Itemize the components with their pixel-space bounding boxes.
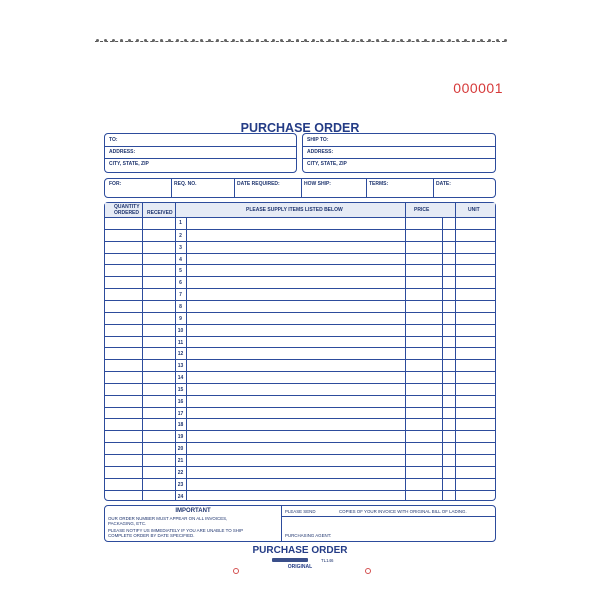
city-state-zip-label: CITY, STATE, ZIP <box>109 161 149 167</box>
row-number: 15 <box>177 386 184 393</box>
perforation-dot <box>496 39 499 42</box>
perforation-dot <box>160 39 163 42</box>
row-number: 17 <box>177 410 184 417</box>
perforation-dot <box>112 39 115 42</box>
row-number: 24 <box>177 493 184 500</box>
perforation-dot <box>336 39 339 42</box>
perforation-dot <box>488 39 491 42</box>
perforation-dot <box>240 39 243 42</box>
perforation-dot <box>200 39 203 42</box>
punch-hole-right <box>365 568 371 574</box>
how-ship-label: HOW SHIP: <box>304 181 331 187</box>
perforation-line <box>95 41 505 42</box>
brand-logo <box>272 558 308 562</box>
received-header: RECEIVED <box>147 210 173 216</box>
perforation-dot <box>216 39 219 42</box>
quantity-header: QUANTITY <box>114 204 140 210</box>
perforation-dot <box>456 39 459 42</box>
perforation-dot <box>472 39 475 42</box>
perforation-dot <box>296 39 299 42</box>
perforation-dot <box>480 39 483 42</box>
row-number: 2 <box>179 232 182 239</box>
ship-address-label: ADDRESS: <box>307 149 334 155</box>
purchasing-agent-label: PURCHASING AGENT: <box>285 533 332 538</box>
supply-header: PLEASE SUPPLY ITEMS LISTED BELOW <box>246 207 343 213</box>
ordered-header: ORDERED <box>114 210 140 216</box>
row-number: 21 <box>177 458 184 464</box>
row-number: 3 <box>179 244 182 251</box>
perforation-dot <box>408 39 411 42</box>
ship-to-box <box>302 133 496 173</box>
row-number: 4 <box>179 256 182 263</box>
to-box <box>104 133 297 173</box>
row-number: 1 <box>179 220 182 226</box>
perforation-dot <box>168 39 171 42</box>
row-number: 11 <box>177 339 184 346</box>
perforation-dot <box>384 39 387 42</box>
important-heading: IMPORTANT <box>175 508 211 514</box>
perforation-dot <box>144 39 147 42</box>
perforation-dot <box>312 39 315 42</box>
perforation-dot <box>264 39 267 42</box>
perforation-dot <box>416 39 419 42</box>
copies-text: COPIES OF YOUR INVOICE WITH ORIGINAL BILL OF LADING. <box>339 509 467 514</box>
perforation-dot <box>376 39 379 42</box>
ship-to-label: SHIP TO: <box>307 137 329 143</box>
perforation-dot <box>504 39 507 42</box>
perforation-dot <box>176 39 179 42</box>
perforation-dot <box>432 39 435 42</box>
perforation-dot <box>184 39 187 42</box>
serial-number: 000001 <box>453 80 503 96</box>
perforation-dot <box>464 39 467 42</box>
row-number: 22 <box>177 469 184 476</box>
perforation-dot <box>448 39 451 42</box>
important-line-3: PLEASE NOTIFY US IMMEDIATELY IF YOU ARE UNABLE TO SHIP <box>108 528 244 533</box>
perforation-dot <box>232 39 235 42</box>
terms-label: TERMS: <box>369 181 389 187</box>
row-number: 18 <box>177 422 184 429</box>
footer-title: PURCHASE ORDER <box>252 545 348 556</box>
perforation-dot <box>192 39 195 42</box>
price-header: PRICE <box>414 207 430 213</box>
date-label: DATE: <box>436 181 451 187</box>
perforation-dot <box>440 39 443 42</box>
address-label: ADDRESS: <box>109 149 136 155</box>
perforation-dot <box>104 39 107 42</box>
row-number: 16 <box>177 398 184 405</box>
for-label: FOR: <box>109 181 122 187</box>
row-number: 5 <box>179 268 182 275</box>
perforation-dot <box>256 39 259 42</box>
req-no-label: REQ. NO. <box>174 181 197 187</box>
perforation-dot <box>96 39 99 42</box>
form-title: PURCHASE ORDER <box>240 121 360 135</box>
perforation-dot <box>272 39 275 42</box>
row-number: 19 <box>177 434 184 441</box>
row-number: 9 <box>179 315 182 322</box>
punch-hole-left <box>233 568 239 574</box>
perforation-dot <box>368 39 371 42</box>
row-number: 6 <box>179 280 182 287</box>
bottom-section <box>104 505 496 542</box>
perforation-dot <box>360 39 363 42</box>
perforation-dot <box>352 39 355 42</box>
row-number: 14 <box>177 375 184 382</box>
important-line-2: PACKAGING, ETC. <box>108 521 147 526</box>
perforation-dot <box>344 39 347 42</box>
items-table <box>104 202 496 501</box>
perforation-dot <box>208 39 211 42</box>
perforation-dot <box>248 39 251 42</box>
table-row <box>105 490 495 503</box>
perforation-dot <box>320 39 323 42</box>
row-number: 7 <box>179 292 182 299</box>
footer-code: TL146 <box>321 558 334 563</box>
row-number: 13 <box>177 363 184 370</box>
perforation-dot <box>288 39 291 42</box>
perforation-dot <box>152 39 155 42</box>
unit-header: UNIT <box>468 207 480 213</box>
ship-city-state-zip-label: CITY, STATE, ZIP <box>307 161 347 167</box>
please-send-label: PLEASE SEND <box>285 509 316 514</box>
footer-copy-label: ORIGINAL <box>287 564 313 570</box>
perforation-dot <box>424 39 427 42</box>
perforation-dot <box>224 39 227 42</box>
row-number: 23 <box>177 481 184 488</box>
perforation-dot <box>136 39 139 42</box>
order-info-row <box>104 178 496 198</box>
row-number: 12 <box>177 351 184 358</box>
table-row <box>105 217 495 229</box>
to-label: TO: <box>109 137 118 143</box>
perforation-dot <box>400 39 403 42</box>
important-line-4: COMPLETE ORDER BY DATE SPECIFIED. <box>108 533 195 538</box>
row-number: 10 <box>177 327 184 334</box>
row-number: 8 <box>179 303 182 310</box>
perforation-dot <box>120 39 123 42</box>
important-line-1: OUR ORDER NUMBER MUST APPEAR ON ALL INVOICES, <box>108 516 228 521</box>
perforation-dot <box>392 39 395 42</box>
date-required-label: DATE REQUIRED: <box>237 181 280 187</box>
perforation-dot <box>328 39 331 42</box>
row-number: 20 <box>177 446 184 453</box>
perforation-dot <box>280 39 283 42</box>
perforation-dot <box>304 39 307 42</box>
perforation-dot <box>128 39 131 42</box>
